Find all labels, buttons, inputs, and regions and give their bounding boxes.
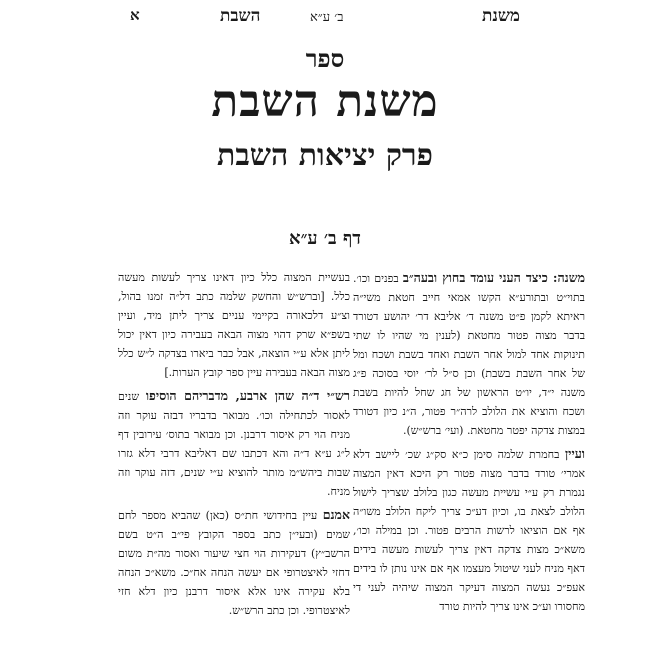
paragraph-text: בפנים וכו׳. בתוי״ט ובתורע״א הקשו אמאי חייב חטאת משי״ה ראיתא לקמן פ״ט משנה ד׳ אליבא דר׳ יהושע דטורד בדבר מצוה פטור מחטאת (לענין מי שהיו לו שתי תינוקות אחד למול אחר השבת ואחד בשבת ושכח ומל של אחר השבת בשבת) וכן ס״ל לר׳ יוסי בסוכה פ״ג משנה י״ד, יו״ט הראשון של חג שחל להיות בשבת ושכח והוציא את הלולב לרה״ר פטור, ה״נ כיון דטורד במצות צדקה יפטר מחטאת. (ועי׳ ברש״ש). bbox=[353, 272, 585, 437]
chapter-title: פרק יציאות השבת bbox=[217, 138, 433, 173]
book-label: ספר bbox=[305, 44, 345, 73]
paragraph bbox=[118, 386, 350, 501]
paragraph bbox=[118, 268, 350, 382]
paragraph-lead: משנה: כיצד העני עומד בחוץ ובעה״ב bbox=[402, 270, 585, 285]
header-title: השבת bbox=[220, 6, 261, 26]
left-column bbox=[118, 268, 350, 620]
paragraph bbox=[353, 444, 585, 616]
paragraph-text: עיין בחידושי חת״ס (כאן) שהביא מספר לחם שמים (ובעי״ן כתב בספר הקובץ פי״ב ה״ט בשם הרשב״ץ) דעקירות הוי חצי שיעור ואסור מה״ת משום דחזי לאיצטרופי אם יעשה הנחה אח״כ. משא״כ הנחה בלא עקירה אינו אלא איסור דרבנן כיון דלא חזי לאיצטרופי. וכן כתב הרש״ש. bbox=[118, 509, 350, 617]
paragraph-text: בעשיית המצוה כלל כיון דאינו צריך לעשות מעשה כלל. [וברש״ש והחשק שלמה כתב דל״ה זמנו בהול, וצ״ע דלכאורה בקיימי עניים צריך ליתן מיד, ועיין בשפ״א שרק דהוי מצוה הבאה בעבירה כיון דאין יכול ליתן אלא ע״י הוצאה, אבל כבר ביארו בצדקה ל״ש כלל מצוה הבאה בעבירה עיין ספר קובץ הערות.] bbox=[118, 271, 350, 379]
header-folio: ב׳ ע״א bbox=[310, 10, 344, 25]
right-column bbox=[353, 268, 585, 616]
paragraph-lead: ועיין bbox=[564, 446, 585, 461]
paragraph-lead: אמנם bbox=[322, 507, 350, 522]
paragraph-lead: רש״י ד״ה שהן ארבע, מדבריהם הוסיפו bbox=[145, 388, 351, 403]
paragraph bbox=[118, 505, 350, 620]
book-title: משנת השבת bbox=[211, 76, 439, 127]
running-header bbox=[130, 6, 520, 30]
daf-label: דף ב׳ ע״א bbox=[289, 228, 361, 249]
paragraph bbox=[353, 268, 585, 440]
paragraph-text: בחמרת שלמה סימן כ״א סק״ג שכ׳ ליישב דלא אמרי׳ טורד בדבר מצוה פטור רק היכא דאין המצוה נגמרת רק ע״י עשיית מעשה כגון בלולב שצריך לישול הלולב לצאת בו, וכיון דע״כ צריך ליקח הלולב משו״ה אף אם הוציאו לרשות הרבים פטור. וכן במילה וכו׳, משא״כ מצות צדקה דאין צריך לעשות מעשה בידים דאף מניח לעני שיטול מעצמו אף אם אינו נותן לו בידים אעפ״כ נעשה המצוה דעיקר המצוה שיהיה לעני די מחסורו וע״כ אינו צריך להיות טורד bbox=[353, 448, 585, 613]
paragraph-text: שנים לאסור לכתחילה וכו׳. מבואר בדבריו דבזה עוקר וזה מניח הוי רק איסור דרבנן. וכן מבואר בתוס׳ עירובין דף ל״ג ע״א ד״ה והא דכתבו שם דאליבא דרבי דלא גזרו שבות ביהש״מ מותר להוציא ע״י שנים, דזה עוקר וזה מניח. bbox=[118, 390, 350, 498]
header-right-label: משנת bbox=[481, 6, 520, 26]
header-page-number: א bbox=[130, 6, 140, 24]
